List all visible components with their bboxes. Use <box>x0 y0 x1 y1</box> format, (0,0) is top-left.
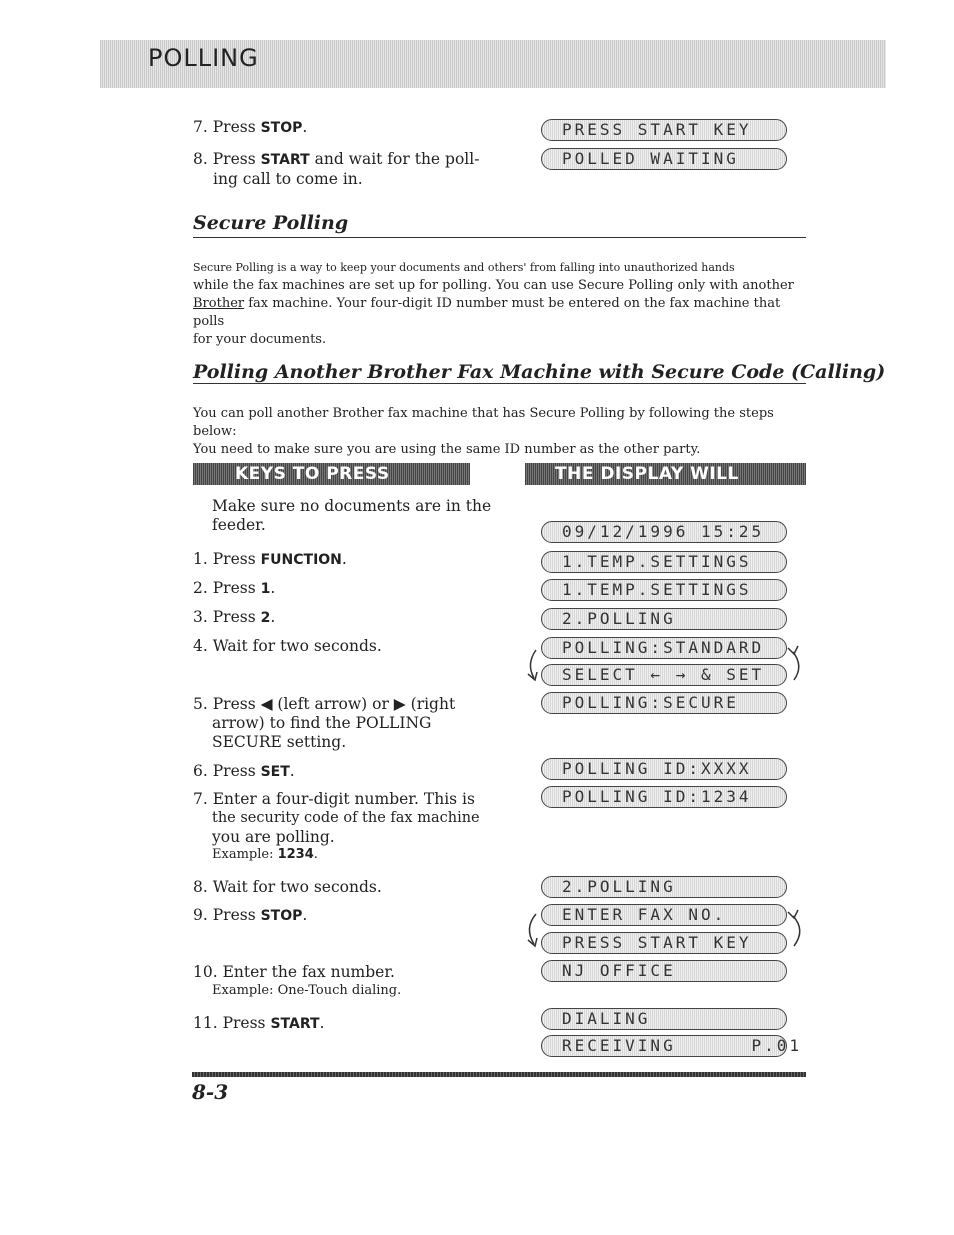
top-step-7: 7. Press STOP. <box>193 118 308 136</box>
page-number: 8-3 <box>192 1080 229 1104</box>
lcd-select-set: SELECT ← → & SET <box>541 664 787 686</box>
alternating-bracket-icon <box>518 906 808 956</box>
step-10: 10. Enter the fax number. Example: One-Touch dialing. <box>193 963 402 998</box>
lcd-press-start-key-2: PRESS START KEY <box>541 932 787 954</box>
display-will-show-banner: THE DISPLAY WILL SHOW: <box>525 463 806 485</box>
step-9: 9. Press STOP. <box>193 906 308 924</box>
step-1: 1. Press FUNCTION. <box>193 550 347 568</box>
step-3: 3. Press 2. <box>193 608 276 626</box>
step-7: 7. Enter a four-digit number. This is the security code of the fax machine you are polling. Example: 1234. <box>193 790 480 862</box>
step-8: 8. Wait for two seconds. <box>193 878 382 896</box>
step-2: 2. Press 1. <box>193 579 276 597</box>
lcd-polling-standard: POLLING:STANDARD <box>541 637 787 659</box>
polling-another-title: Polling Another Brother Fax Machine with Secure Code (Calling) <box>193 361 886 383</box>
step-4: 4. Wait for two seconds. <box>193 637 382 655</box>
lcd-polling-id-xxxx: POLLING ID:XXXX <box>541 758 787 780</box>
lcd-temp-settings-1: 1.TEMP.SETTINGS <box>541 551 787 573</box>
step-6: 6. Press SET. <box>193 762 295 780</box>
lcd-temp-settings-2: 1.TEMP.SETTINGS <box>541 579 787 601</box>
lcd-dialing: DIALING <box>541 1008 787 1030</box>
lcd-polling-secure: POLLING:SECURE <box>541 692 787 714</box>
secure-polling-title: Secure Polling <box>193 212 349 234</box>
lcd-nj-office: NJ OFFICE <box>541 960 787 982</box>
top-step-8: 8. Press START and wait for the poll- ing call to come in. <box>193 150 480 188</box>
step-5: 5. Press ◀ (left arrow) or ▶ (right arrow) to find the POLLING SECURE setting. <box>193 695 456 751</box>
section-rule <box>193 237 806 238</box>
intro-text: Make sure no documents are in the feeder. <box>212 497 492 534</box>
secure-polling-paragraph: Secure Polling is a way to keep your documents and others' from falling into unauthorized hands while the fax machines are set up for polling. You can use Secure Polling only with another Brother fax machine. Your four-digit ID number must be entered on the fax machine that polls for your documents. <box>193 261 794 347</box>
step-11: 11. Press START. <box>193 1014 325 1032</box>
lcd-polling-2: 2.POLLING <box>541 876 787 898</box>
alternating-bracket-icon <box>518 640 808 690</box>
lcd-enter-fax-no: ENTER FAX NO. <box>541 904 787 926</box>
lcd-polling: 2.POLLING <box>541 608 787 630</box>
page-header-title: POLLING <box>148 44 259 72</box>
lcd-press-start-key: PRESS START KEY <box>541 119 787 141</box>
lcd-date-time: 09/12/1996 15:25 <box>541 521 787 543</box>
lcd-receiving: RECEIVING P.01 <box>541 1035 787 1057</box>
lcd-polling-id-1234: POLLING ID:1234 <box>541 786 787 808</box>
footer-rule <box>192 1072 806 1077</box>
section-rule <box>193 383 806 384</box>
lcd-polled-waiting: POLLED WAITING <box>541 148 787 170</box>
polling-another-paragraph: You can poll another Brother fax machine that has Secure Polling by following the steps below: You need to make sure you are using the same ID number as the other party. <box>193 406 774 457</box>
keys-to-press-banner: KEYS TO PRESS <box>193 463 470 485</box>
